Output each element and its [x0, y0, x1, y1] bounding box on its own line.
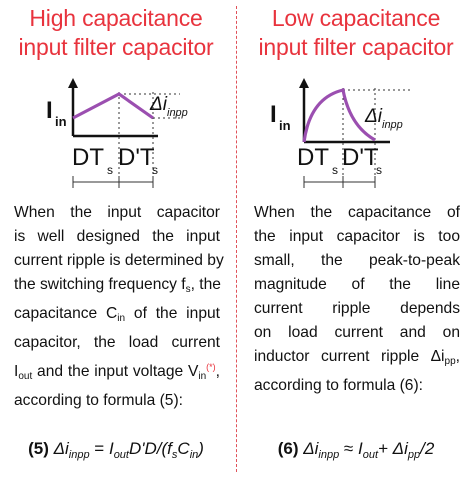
formula-lhs-sub: inpp [318, 449, 340, 461]
ripple-label-sub: inpp [382, 119, 403, 131]
panel-title-line1: Low capacitance [271, 5, 441, 31]
text-span: the switching frequency f [14, 276, 186, 293]
formula-sub: pp [407, 449, 421, 461]
text-span: , [215, 363, 220, 380]
panel-title-line2: input filter capacitor [258, 34, 454, 60]
dt-label: DT [72, 144, 104, 171]
text-line: on load current and on [254, 324, 460, 341]
text-line: When the input capacitor [14, 204, 220, 221]
y-axis-arrow [299, 78, 309, 88]
subscript: pp [444, 356, 456, 367]
text-span: I [14, 363, 19, 380]
y-axis-label: I [46, 97, 53, 124]
y-axis-label-sub: in [279, 118, 291, 133]
text-span: , [455, 348, 460, 365]
dpt-label-sub: s [152, 163, 158, 177]
text-line [14, 355, 220, 389]
ripple-label: Δi [150, 94, 167, 115]
text-line: current ripple depends [254, 300, 460, 317]
current-ripple-graph [0, 78, 232, 196]
description-text [14, 201, 224, 413]
formula-5 [0, 439, 232, 461]
ripple-label: Δi [365, 106, 382, 127]
text-line: current ripple is determined by [14, 252, 224, 269]
high-capacitance-panel [0, 0, 232, 478]
description-text [254, 201, 460, 398]
formula-term: D'D/(f [128, 439, 172, 458]
formula-lhs-sub: inpp [68, 449, 90, 461]
formula-eq: ≈ [339, 439, 358, 458]
formula-term: ) [198, 439, 204, 458]
text-line [254, 345, 460, 374]
formula-sub: in [189, 449, 199, 461]
dpt-label: D'T [342, 144, 379, 171]
formula-term: I [108, 439, 114, 458]
y-axis-label: I [270, 101, 277, 128]
text-span: of the input [125, 305, 220, 322]
formula-term: C [177, 439, 190, 458]
text-line [14, 273, 220, 302]
column-divider [236, 6, 237, 472]
formula-term: I [357, 439, 363, 458]
dt-label-sub: s [332, 163, 338, 177]
ripple-waveform [73, 94, 153, 118]
subscript: in [198, 371, 207, 382]
text-line: the input capacitor is too [254, 228, 460, 245]
subscript: in [117, 313, 126, 324]
formula-eq: = [89, 439, 109, 458]
text-span: and the input voltage V [32, 363, 199, 380]
current-ripple-graph [240, 78, 472, 196]
text-line: according to formula (6): [254, 377, 424, 394]
formula-sub: out [113, 449, 129, 461]
text-line: is well designed the input [14, 228, 220, 245]
text-line [14, 302, 220, 331]
subscript: s [185, 284, 191, 295]
subscript: out [18, 371, 33, 382]
dpt-label-sub: s [376, 163, 382, 177]
text-line: small, the peak-to-peak [254, 252, 460, 269]
low-capacitance-panel [240, 0, 472, 478]
formula-sub: out [362, 449, 379, 461]
text-span: capacitance C [14, 305, 118, 322]
y-axis-arrow [68, 78, 78, 88]
formula-6 [240, 439, 472, 461]
formula-lhs: Δi [303, 439, 319, 458]
dpt-label: D'T [118, 144, 155, 171]
panel-title-line2: input filter capacitor [18, 34, 214, 60]
formula-lhs: Δi [53, 439, 69, 458]
text-line: capacitor, the load current [14, 334, 220, 351]
footnote-mark: (*) [206, 362, 216, 372]
ripple-label-sub: inpp [167, 107, 188, 119]
text-span: inductor current ripple Δi [254, 348, 445, 365]
text-span: , the [190, 276, 221, 293]
formula-term: /2 [420, 439, 435, 458]
formula-number: (5) [28, 439, 49, 458]
formula-term: + Δi [378, 439, 408, 458]
formula-number: (6) [277, 439, 299, 458]
formula-sub: s [171, 449, 178, 461]
text-line: When the capacitance of [254, 204, 460, 221]
text-line: according to formula (5): [14, 392, 184, 409]
text-line: magnitude of the line [254, 276, 460, 293]
dt-label-sub: s [107, 163, 113, 177]
panel-title-line1: High capacitance [29, 5, 203, 31]
dt-label: DT [297, 144, 329, 171]
y-axis-label-sub: in [55, 114, 67, 129]
